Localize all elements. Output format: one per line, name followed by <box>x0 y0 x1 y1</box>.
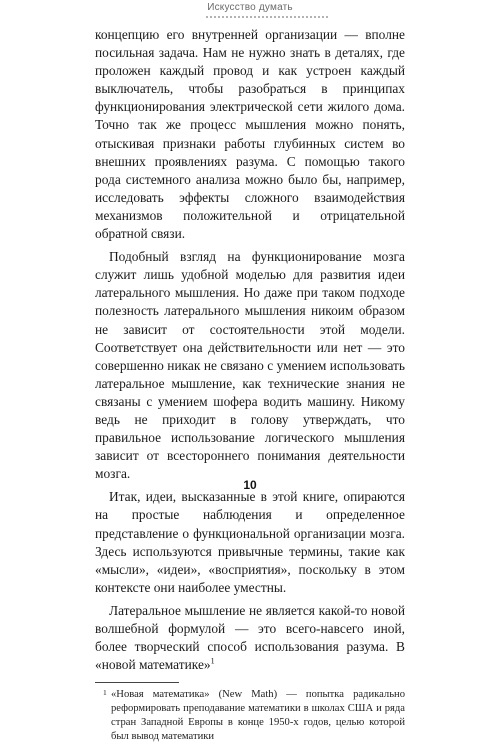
paragraph-4-text: Латеральное мышление не является какой-то новой волшебной формулой — это всего-навсего иной, более творческий способ использования разума. В «новой математике» <box>95 602 405 673</box>
paragraph-3: Итак, идеи, высказанные в этой книге, опираются на простые наблюдения и определенное представление о функциональной организации мозга. Здесь используются привычные термины, такие как «мысли», «идеи», «восприятия», поскольку в этом контексте они наиболее уместны. <box>95 489 405 595</box>
header-dotted-rule <box>205 16 330 18</box>
page-number: 10 <box>243 478 257 492</box>
footnote-reference[interactable]: 1 <box>210 656 215 666</box>
footnote-separator <box>95 682 179 683</box>
footnote-text: «Новая математика» (New Math) — попытка радикально реформировать преподавание математики в школах США и ряда стран Западной Европы в конце 1950-х годов, целью которой был вывод математики <box>111 689 405 743</box>
paragraph-2: Подобный взгляд на функционирование мозга служит лишь удобной моделью для развития идеи латерального мышления. Но даже при таком подходе полезность латерального мышления никоим образом не зависит от состоятельности этой модели. Соответствует она действительности или нет — это совершенно никак не связано с умением использовать латеральное мышление, как технические знания не связаны с умением шофера водить машину. Никому ведь не приходит в голову утверждать, что правильное использование логического мышления зависит от всестороннего понимания деятельности мозга. <box>95 249 405 482</box>
running-header: Искусство думать <box>207 2 293 13</box>
paragraph-1: концепцию его внутренней организации — вполне посильная задача. Нам не нужно знать в деталях, где проложен каждый провод и как устроен каждый выключатель, чтобы разобраться в принципах функционирования электрической сети жилого дома. Точно так же процесс мышления можно понять, отыскивая признаки работы глубинных систем во внешних проявлениях разума. С помощью такого рода системного анализа можно было бы, например, исследовать эффекты сложного взаимодействия механизмов положительной и отрицательной обратной связи. <box>95 27 405 242</box>
footnote-mark: 1 <box>103 688 107 698</box>
paragraph-4 <box>95 602 405 674</box>
page-body <box>95 26 405 744</box>
footnote <box>95 688 405 744</box>
